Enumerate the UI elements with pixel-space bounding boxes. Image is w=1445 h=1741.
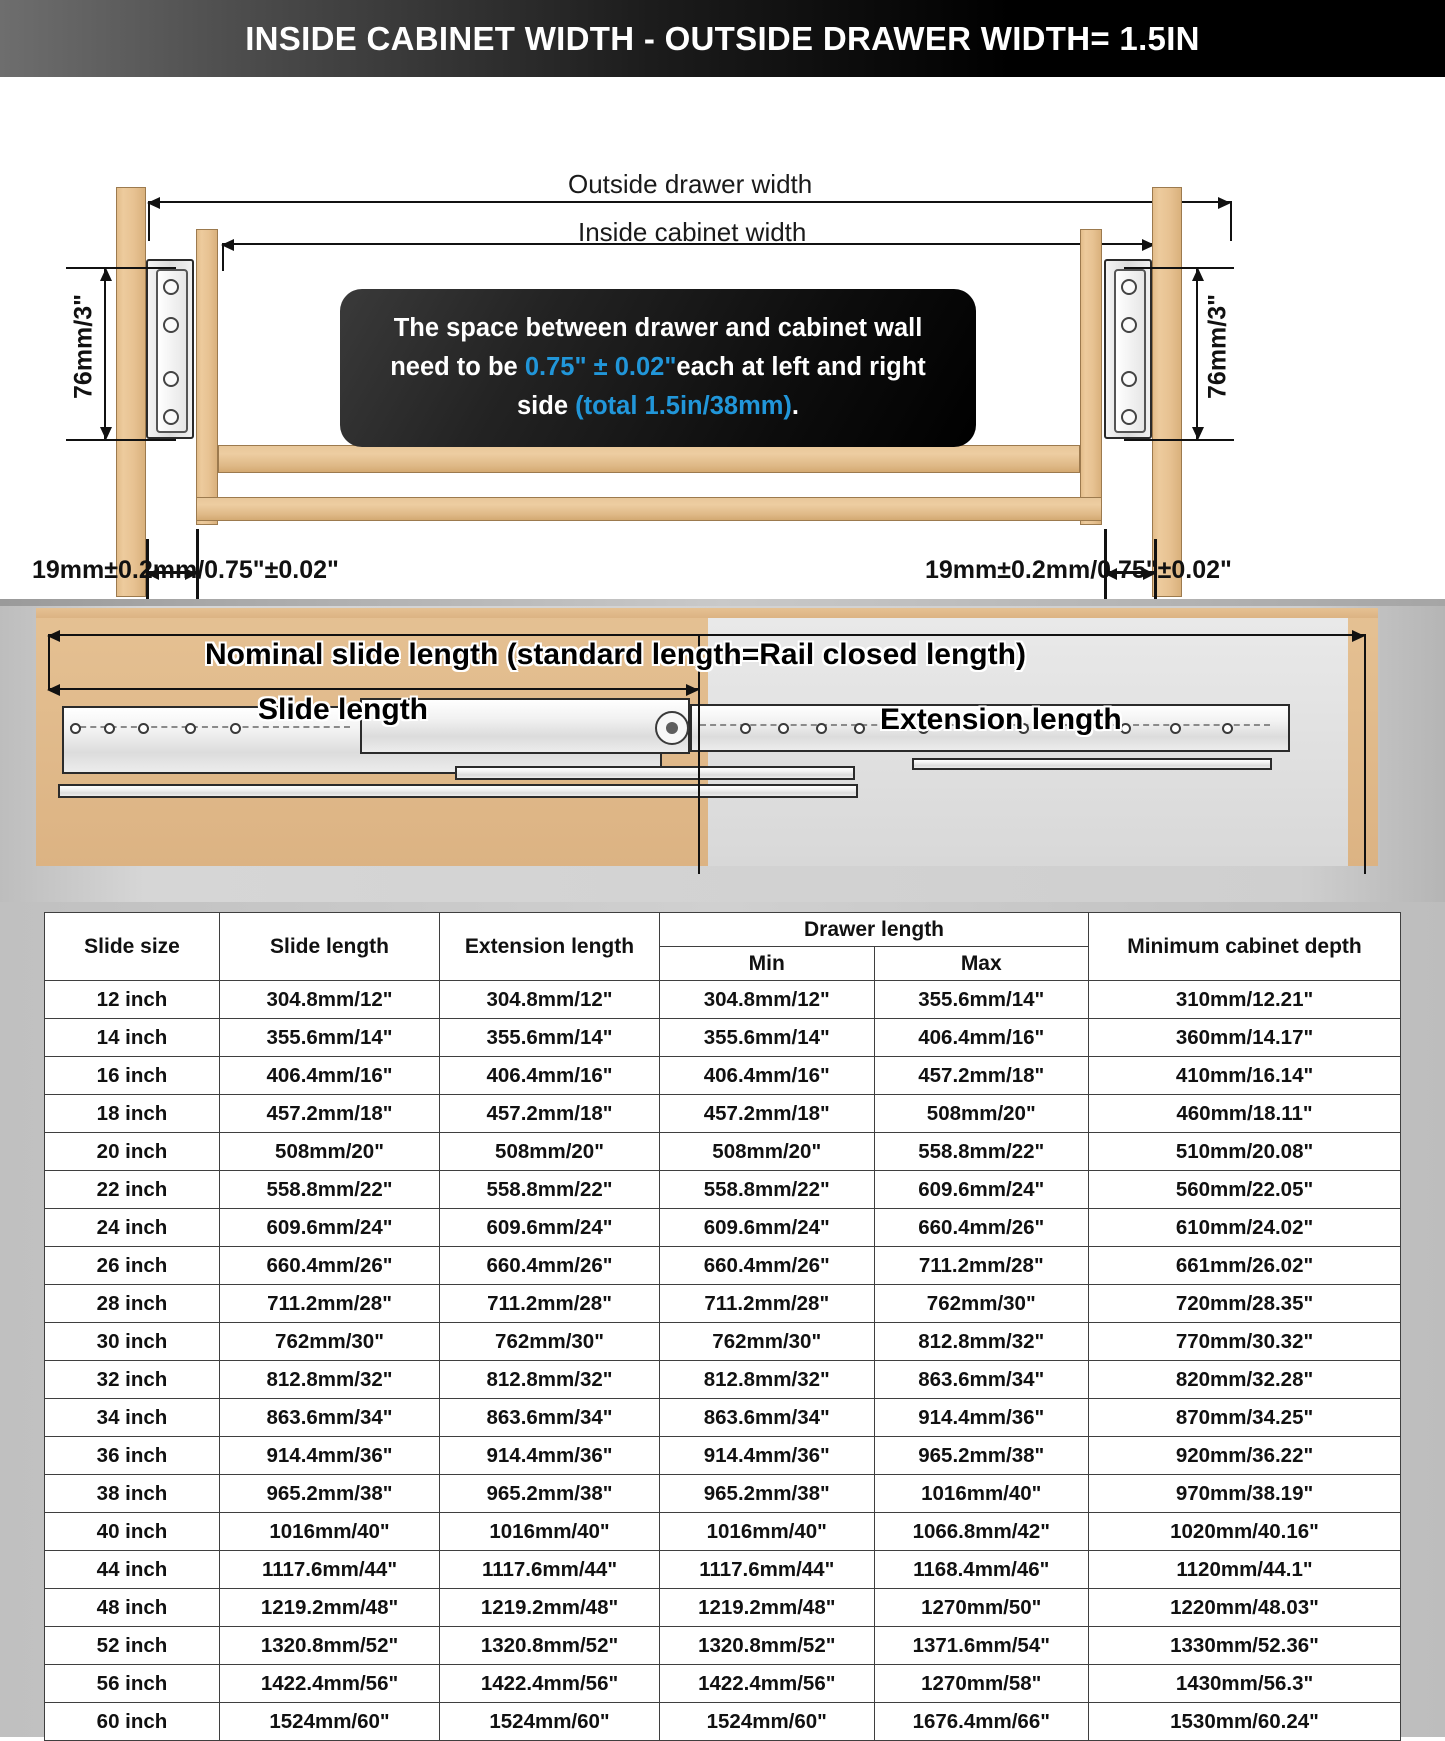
cell-drawer-max: 914.4mm/36" xyxy=(874,1399,1089,1437)
rail-hole-icon xyxy=(1170,723,1181,734)
table-row xyxy=(45,1095,1401,1133)
cell-extension-length: 812.8mm/32" xyxy=(440,1361,660,1399)
cell-extension-length: 457.2mm/18" xyxy=(440,1095,660,1133)
cell-extension-length: 914.4mm/36" xyxy=(440,1437,660,1475)
slide-rail-lower-a xyxy=(455,766,855,780)
slide-length-label: Slide length xyxy=(258,693,429,726)
cell-drawer-max: 609.6mm/24" xyxy=(874,1171,1089,1209)
cell-slide-size: 26 inch xyxy=(45,1247,220,1285)
cell-min-cabinet-depth: 1120mm/44.1" xyxy=(1089,1551,1401,1589)
cell-extension-length: 609.6mm/24" xyxy=(440,1209,660,1247)
cell-extension-length: 508mm/20" xyxy=(440,1133,660,1171)
cell-slide-length: 711.2mm/28" xyxy=(220,1285,440,1323)
outside-drawer-width-label: Outside drawer width xyxy=(568,169,813,199)
height-cap-bottom-right xyxy=(1124,439,1234,441)
slide-height-dimension-left xyxy=(104,269,106,439)
cell-min-cabinet-depth: 460mm/18.11" xyxy=(1089,1095,1401,1133)
ball-bearing-icon xyxy=(163,317,179,333)
cell-drawer-max: 1168.4mm/46" xyxy=(874,1551,1089,1589)
cell-slide-size: 28 inch xyxy=(45,1285,220,1323)
wood-backdrop-far-right xyxy=(1348,608,1378,866)
table-row xyxy=(45,1209,1401,1247)
cell-slide-size: 16 inch xyxy=(45,1057,220,1095)
callout-line-1 xyxy=(366,309,950,348)
callout-clearance-value: 0.75" ± 0.02" xyxy=(524,352,677,381)
table-row xyxy=(45,1019,1401,1057)
cell-drawer-min: 863.6mm/34" xyxy=(660,1399,875,1437)
cell-drawer-max: 1270mm/58" xyxy=(874,1665,1089,1703)
cell-min-cabinet-depth: 720mm/28.35" xyxy=(1089,1285,1401,1323)
cell-drawer-max: 406.4mm/16" xyxy=(874,1019,1089,1057)
cell-extension-length: 965.2mm/38" xyxy=(440,1475,660,1513)
ball-bearing-icon xyxy=(1121,317,1137,333)
cell-slide-length: 914.4mm/36" xyxy=(220,1437,440,1475)
cell-extension-length: 1524mm/60" xyxy=(440,1703,660,1741)
table-row xyxy=(45,1285,1401,1323)
cell-drawer-max: 508mm/20" xyxy=(874,1095,1089,1133)
cell-min-cabinet-depth: 661mm/26.02" xyxy=(1089,1247,1401,1285)
cell-slide-length: 812.8mm/32" xyxy=(220,1361,440,1399)
cell-slide-size: 24 inch xyxy=(45,1209,220,1247)
cell-slide-size: 14 inch xyxy=(45,1019,220,1057)
header-drawer-max: Max xyxy=(874,947,1089,981)
cell-drawer-min: 660.4mm/26" xyxy=(660,1247,875,1285)
rail-hole-icon xyxy=(778,723,789,734)
cell-slide-size: 30 inch xyxy=(45,1323,220,1361)
callout-line-2 xyxy=(366,348,950,387)
cabinet-wall-right xyxy=(1152,187,1182,597)
cell-drawer-min: 1016mm/40" xyxy=(660,1513,875,1551)
cell-slide-size: 20 inch xyxy=(45,1133,220,1171)
rail-hole-icon xyxy=(104,723,115,734)
table-body xyxy=(45,981,1401,1741)
cell-extension-length: 355.6mm/14" xyxy=(440,1019,660,1057)
cell-drawer-max: 355.6mm/14" xyxy=(874,981,1089,1019)
cell-drawer-max: 1066.8mm/42" xyxy=(874,1513,1089,1551)
cell-drawer-max: 1676.4mm/66" xyxy=(874,1703,1089,1741)
table-row xyxy=(45,1589,1401,1627)
cell-drawer-max: 965.2mm/38" xyxy=(874,1437,1089,1475)
cell-extension-length: 1117.6mm/44" xyxy=(440,1551,660,1589)
cell-drawer-max: 1270mm/50" xyxy=(874,1589,1089,1627)
height-cap-bottom-left xyxy=(66,439,176,441)
cell-min-cabinet-depth: 610mm/24.02" xyxy=(1089,1209,1401,1247)
table-row xyxy=(45,1551,1401,1589)
callout-line2-suffix: each at left and right xyxy=(676,352,926,381)
tick-inside-left xyxy=(222,243,224,271)
tick-nominal-right xyxy=(1364,634,1366,874)
table-header-row-1 xyxy=(45,913,1401,947)
cell-extension-length: 762mm/30" xyxy=(440,1323,660,1361)
slide-rail-lower-c xyxy=(912,758,1272,770)
cell-drawer-min: 609.6mm/24" xyxy=(660,1209,875,1247)
cell-slide-length: 508mm/20" xyxy=(220,1133,440,1171)
cell-extension-length: 1016mm/40" xyxy=(440,1513,660,1551)
cell-extension-length: 304.8mm/12" xyxy=(440,981,660,1019)
callout-line2-prefix: need to be xyxy=(390,352,525,381)
cell-drawer-max: 711.2mm/28" xyxy=(874,1247,1089,1285)
cell-drawer-max: 762mm/30" xyxy=(874,1285,1089,1323)
cell-slide-size: 12 inch xyxy=(45,981,220,1019)
cell-drawer-max: 558.8mm/22" xyxy=(874,1133,1089,1171)
cell-slide-length: 406.4mm/16" xyxy=(220,1057,440,1095)
cell-slide-length: 304.8mm/12" xyxy=(220,981,440,1019)
header-extension-length: Extension length xyxy=(440,913,660,981)
nominal-length-dimension-line xyxy=(48,634,1364,636)
callout-line3-suffix: . xyxy=(791,391,800,420)
table-row xyxy=(45,1627,1401,1665)
cell-extension-length: 406.4mm/16" xyxy=(440,1057,660,1095)
cell-slide-length: 1016mm/40" xyxy=(220,1513,440,1551)
cell-drawer-max: 1371.6mm/54" xyxy=(874,1627,1089,1665)
rail-hole-icon xyxy=(816,723,827,734)
cell-slide-size: 52 inch xyxy=(45,1627,220,1665)
table-row xyxy=(45,1057,1401,1095)
slide-length-dimension-line xyxy=(48,688,698,690)
rail-pivot-icon xyxy=(655,711,689,745)
header-banner xyxy=(0,0,1445,77)
cell-slide-size: 56 inch xyxy=(45,1665,220,1703)
cell-slide-length: 1320.8mm/52" xyxy=(220,1627,440,1665)
cell-slide-length: 762mm/30" xyxy=(220,1323,440,1361)
slide-specifications-table xyxy=(44,912,1401,1741)
table-row xyxy=(45,1475,1401,1513)
cell-drawer-min: 1320.8mm/52" xyxy=(660,1627,875,1665)
cell-slide-size: 22 inch xyxy=(45,1171,220,1209)
drawer-slide-right xyxy=(1104,259,1152,439)
cell-min-cabinet-depth: 560mm/22.05" xyxy=(1089,1171,1401,1209)
header-slide-size: Slide size xyxy=(45,913,220,981)
cell-drawer-min: 762mm/30" xyxy=(660,1323,875,1361)
cell-slide-size: 40 inch xyxy=(45,1513,220,1551)
specifications-table-container xyxy=(0,902,1445,1737)
table-row xyxy=(45,981,1401,1019)
header-slide-length: Slide length xyxy=(220,913,440,981)
table-row xyxy=(45,1133,1401,1171)
section-divider xyxy=(0,599,1445,606)
ball-bearing-icon xyxy=(1121,371,1137,387)
ball-bearing-icon xyxy=(163,279,179,295)
cell-drawer-min: 1219.2mm/48" xyxy=(660,1589,875,1627)
rail-hole-icon xyxy=(740,723,751,734)
callout-line1-text: The space between drawer and cabinet wall xyxy=(393,314,923,342)
cell-min-cabinet-depth: 510mm/20.08" xyxy=(1089,1133,1401,1171)
cell-slide-length: 965.2mm/38" xyxy=(220,1475,440,1513)
cell-slide-size: 36 inch xyxy=(45,1437,220,1475)
gap-label-right: 19mm±0.2mm/0.75"±0.02" xyxy=(925,556,1232,584)
callout-total-value: (total 1.5in/38mm) xyxy=(575,391,792,420)
rail-hole-icon xyxy=(1222,723,1233,734)
cell-min-cabinet-depth: 820mm/32.28" xyxy=(1089,1361,1401,1399)
cell-min-cabinet-depth: 920mm/36.22" xyxy=(1089,1437,1401,1475)
inside-cabinet-width-label: Inside cabinet width xyxy=(578,217,807,247)
cell-slide-length: 1117.6mm/44" xyxy=(220,1551,440,1589)
drawer-wall-left xyxy=(196,229,218,525)
cell-extension-length: 660.4mm/26" xyxy=(440,1247,660,1285)
outside-width-dimension-line xyxy=(148,201,1230,203)
cell-slide-length: 1422.4mm/56" xyxy=(220,1665,440,1703)
cell-slide-size: 18 inch xyxy=(45,1095,220,1133)
table-header xyxy=(45,913,1401,981)
rail-hole-icon xyxy=(185,723,196,734)
cell-drawer-min: 457.2mm/18" xyxy=(660,1095,875,1133)
cell-drawer-min: 406.4mm/16" xyxy=(660,1057,875,1095)
rail-hole-icon xyxy=(230,723,241,734)
cell-min-cabinet-depth: 1220mm/48.03" xyxy=(1089,1589,1401,1627)
clearance-callout xyxy=(340,289,976,447)
cell-min-cabinet-depth: 360mm/14.17" xyxy=(1089,1019,1401,1057)
header-drawer-min: Min xyxy=(660,947,875,981)
cell-drawer-max: 1016mm/40" xyxy=(874,1475,1089,1513)
slide-height-dimension-right xyxy=(1196,269,1198,439)
inside-width-dimension-line xyxy=(222,243,1154,245)
cell-extension-length: 1219.2mm/48" xyxy=(440,1589,660,1627)
cell-slide-length: 1524mm/60" xyxy=(220,1703,440,1741)
cell-min-cabinet-depth: 770mm/30.32" xyxy=(1089,1323,1401,1361)
cell-slide-size: 60 inch xyxy=(45,1703,220,1741)
table-row xyxy=(45,1703,1401,1741)
table-row xyxy=(45,1247,1401,1285)
cell-slide-length: 863.6mm/34" xyxy=(220,1399,440,1437)
table-row xyxy=(45,1361,1401,1399)
cell-extension-length: 863.6mm/34" xyxy=(440,1399,660,1437)
header-min-cabinet-depth: Minimum cabinet depth xyxy=(1089,913,1401,981)
cell-extension-length: 1422.4mm/56" xyxy=(440,1665,660,1703)
cell-slide-length: 660.4mm/26" xyxy=(220,1247,440,1285)
rail-hole-icon xyxy=(70,723,81,734)
cell-drawer-max: 863.6mm/34" xyxy=(874,1361,1089,1399)
ball-bearing-icon xyxy=(1121,409,1137,425)
cell-drawer-min: 1524mm/60" xyxy=(660,1703,875,1741)
cell-min-cabinet-depth: 1330mm/52.36" xyxy=(1089,1627,1401,1665)
page-title: INSIDE CABINET WIDTH - OUTSIDE DRAWER WIDTH= 1.5IN xyxy=(245,19,1200,57)
cell-drawer-min: 1117.6mm/44" xyxy=(660,1551,875,1589)
cell-min-cabinet-depth: 970mm/38.19" xyxy=(1089,1475,1401,1513)
tick-outside-left xyxy=(148,201,150,241)
tick-outside-right xyxy=(1230,201,1232,241)
wood-top-edge xyxy=(36,608,1378,618)
table-row xyxy=(45,1399,1401,1437)
slide-height-label-right: 76mm/3" xyxy=(1203,294,1232,399)
table-row xyxy=(45,1437,1401,1475)
cell-min-cabinet-depth: 310mm/12.21" xyxy=(1089,981,1401,1019)
table-row xyxy=(45,1171,1401,1209)
cell-drawer-max: 457.2mm/18" xyxy=(874,1057,1089,1095)
cell-drawer-min: 304.8mm/12" xyxy=(660,981,875,1019)
cabinet-top-view-diagram xyxy=(0,77,1445,607)
rail-hole-icon xyxy=(138,723,149,734)
header-drawer-length: Drawer length xyxy=(660,913,1089,947)
cell-min-cabinet-depth: 870mm/34.25" xyxy=(1089,1399,1401,1437)
nominal-slide-length-label: Nominal slide length (standard length=Rail closed length) xyxy=(205,638,1026,671)
cell-slide-length: 609.6mm/24" xyxy=(220,1209,440,1247)
cell-slide-size: 32 inch xyxy=(45,1361,220,1399)
gap-label-left: 19mm±0.2mm/0.75"±0.02" xyxy=(32,556,339,584)
cell-drawer-min: 965.2mm/38" xyxy=(660,1475,875,1513)
table-row xyxy=(45,1513,1401,1551)
drawer-board-front xyxy=(218,445,1080,473)
table-row xyxy=(45,1665,1401,1703)
cell-drawer-min: 914.4mm/36" xyxy=(660,1437,875,1475)
cabinet-wall-left xyxy=(116,187,146,597)
cell-drawer-max: 812.8mm/32" xyxy=(874,1323,1089,1361)
cell-min-cabinet-depth: 1530mm/60.24" xyxy=(1089,1703,1401,1741)
ball-bearing-icon xyxy=(163,371,179,387)
slide-rail-lower-b xyxy=(58,784,858,798)
cell-slide-length: 355.6mm/14" xyxy=(220,1019,440,1057)
cell-slide-size: 48 inch xyxy=(45,1589,220,1627)
tick-nominal-left xyxy=(48,634,50,690)
table-row xyxy=(45,1323,1401,1361)
drawer-board-back xyxy=(196,497,1102,521)
extension-length-label: Extension length xyxy=(880,703,1122,736)
cell-slide-size: 38 inch xyxy=(45,1475,220,1513)
cell-drawer-min: 558.8mm/22" xyxy=(660,1171,875,1209)
cell-slide-length: 558.8mm/22" xyxy=(220,1171,440,1209)
cell-extension-length: 1320.8mm/52" xyxy=(440,1627,660,1665)
cell-drawer-min: 508mm/20" xyxy=(660,1133,875,1171)
ball-bearing-icon xyxy=(1121,279,1137,295)
cell-drawer-min: 812.8mm/32" xyxy=(660,1361,875,1399)
cell-min-cabinet-depth: 1430mm/56.3" xyxy=(1089,1665,1401,1703)
slide-height-label-left: 76mm/3" xyxy=(69,294,98,399)
ball-bearing-icon xyxy=(163,409,179,425)
cell-drawer-min: 355.6mm/14" xyxy=(660,1019,875,1057)
cell-extension-length: 711.2mm/28" xyxy=(440,1285,660,1323)
cell-slide-size: 34 inch xyxy=(45,1399,220,1437)
cell-drawer-max: 660.4mm/26" xyxy=(874,1209,1089,1247)
cell-slide-length: 1219.2mm/48" xyxy=(220,1589,440,1627)
cell-drawer-min: 1422.4mm/56" xyxy=(660,1665,875,1703)
cell-drawer-min: 711.2mm/28" xyxy=(660,1285,875,1323)
cell-min-cabinet-depth: 1020mm/40.16" xyxy=(1089,1513,1401,1551)
cell-slide-size: 44 inch xyxy=(45,1551,220,1589)
cell-slide-length: 457.2mm/18" xyxy=(220,1095,440,1133)
cell-min-cabinet-depth: 410mm/16.14" xyxy=(1089,1057,1401,1095)
cell-extension-length: 558.8mm/22" xyxy=(440,1171,660,1209)
drawer-wall-right xyxy=(1080,229,1102,525)
drawer-slide-left xyxy=(146,259,194,439)
callout-line-3 xyxy=(366,387,950,426)
callout-line3-prefix: side xyxy=(516,391,576,420)
rail-hole-icon xyxy=(854,723,865,734)
